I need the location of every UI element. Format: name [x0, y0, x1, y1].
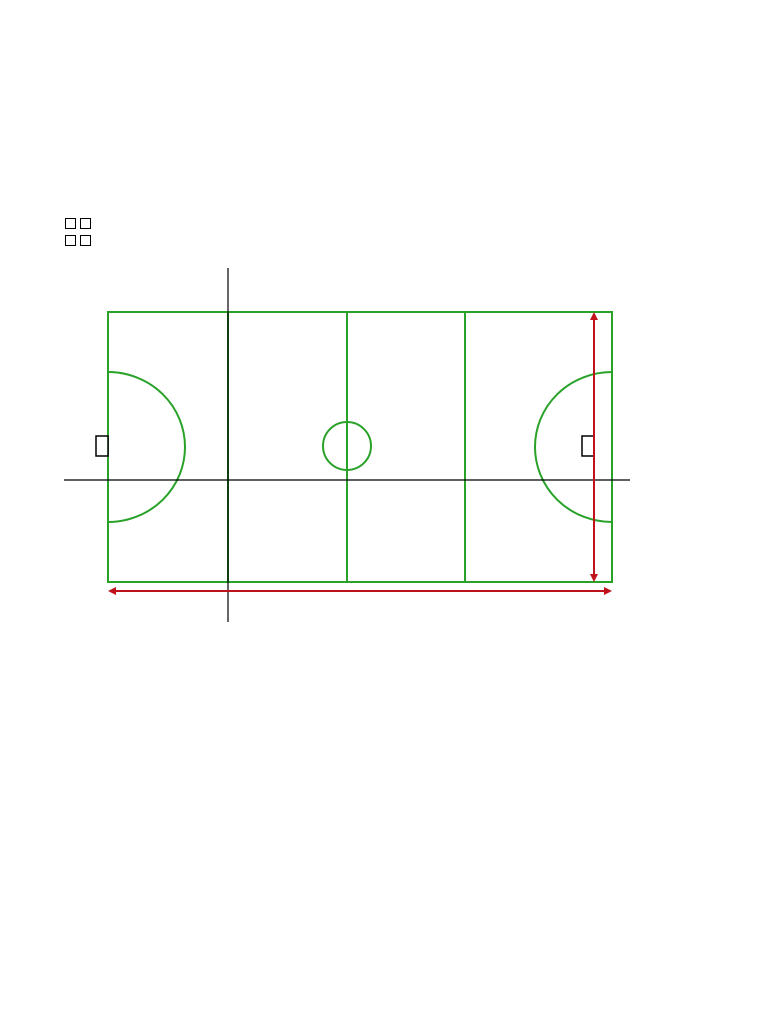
arrow-head-icon: [590, 574, 598, 582]
checkbox-icon: [65, 218, 76, 229]
hockey-field-figure: [64, 268, 630, 622]
shooting-circle-left: [108, 372, 185, 522]
arrow-head-icon: [590, 312, 598, 320]
checkbox-icon: [80, 218, 91, 229]
dimension-arrows: [108, 312, 612, 595]
shooting-circle-right: [535, 372, 612, 522]
goal-right: [582, 436, 594, 456]
arrow-head-icon: [604, 587, 612, 595]
checkbox-icon: [65, 235, 76, 246]
goal-left: [96, 436, 108, 456]
field-boundary: [108, 312, 612, 582]
positions-line-1: [65, 215, 95, 232]
field-markings: [96, 312, 612, 582]
checkbox-icon: [80, 235, 91, 246]
arrow-head-icon: [108, 587, 116, 595]
positions-line-2: [65, 232, 95, 249]
